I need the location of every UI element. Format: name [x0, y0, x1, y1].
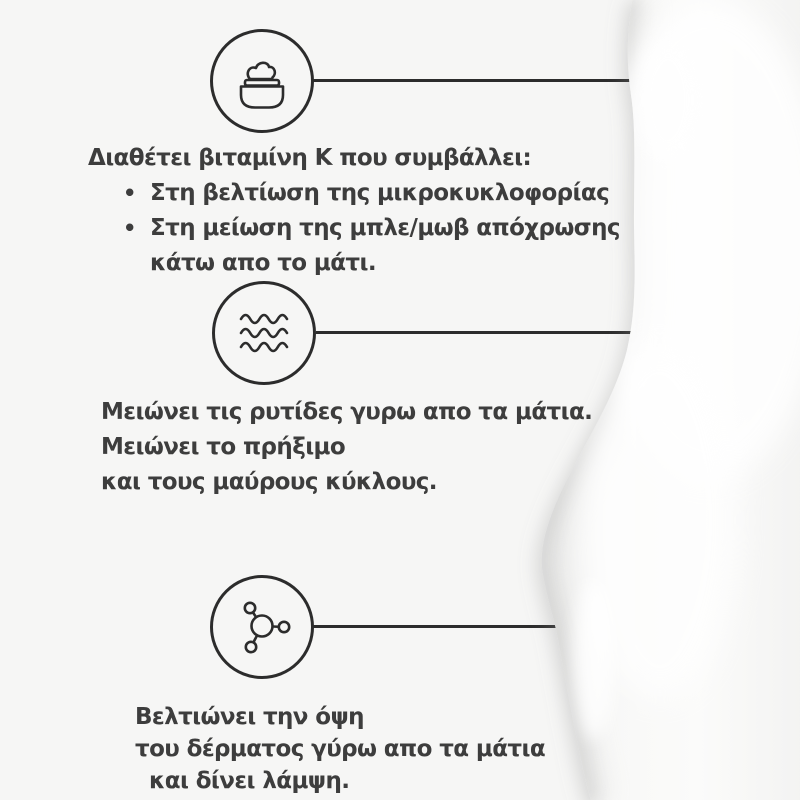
benefit-3-line-1: Βελτιώνει την όψη — [135, 704, 364, 730]
benefit-1-heading: Διαθέτει βιταμίνη Κ που συμβάλλει: — [88, 145, 532, 171]
benefit-2-line-1: Μειώνει τις ρυτίδες γυρω απο τα μάτια. — [101, 399, 593, 425]
benefit-1-bullet-2-continuation — [88, 246, 620, 281]
benefit-1-bullet-1-label: Στη βελτίωση της μικροκυκλοφορίας — [150, 180, 610, 206]
wrinkle-waves-circle — [212, 281, 316, 385]
benefit-3-line-2: του δέρματος γύρω απο τα μάτια — [135, 736, 546, 762]
benefit-3-line-3: και δίνει λάμψη. — [149, 768, 350, 794]
benefit-2-line-2: Μειώνει το πρήξιμο — [101, 434, 346, 460]
wrinkle-waves-icon — [235, 307, 293, 359]
cream-jar-icon — [230, 49, 294, 113]
benefit-1-bullet-2 — [88, 211, 620, 246]
benefit-1-bullet-1 — [88, 176, 620, 211]
benefit-2-line-3: και τους μαύρους κύκλους. — [101, 469, 437, 495]
bullet-marker: • — [123, 216, 136, 240]
bullet-marker: • — [123, 181, 136, 205]
cream-jar-circle — [210, 29, 314, 133]
benefit-section-2-text — [101, 395, 592, 500]
benefit-1-bullet-2-cont-label: κάτω απο το μάτι. — [150, 250, 377, 276]
benefit-section-3-text — [135, 701, 545, 797]
benefit-1-bullet-2-label: Στη μείωση της μπλε/μωβ απόχρωσης — [150, 215, 620, 241]
molecule-circle — [210, 575, 314, 679]
benefit-section-1-text — [88, 141, 620, 281]
molecule-icon — [230, 595, 294, 659]
